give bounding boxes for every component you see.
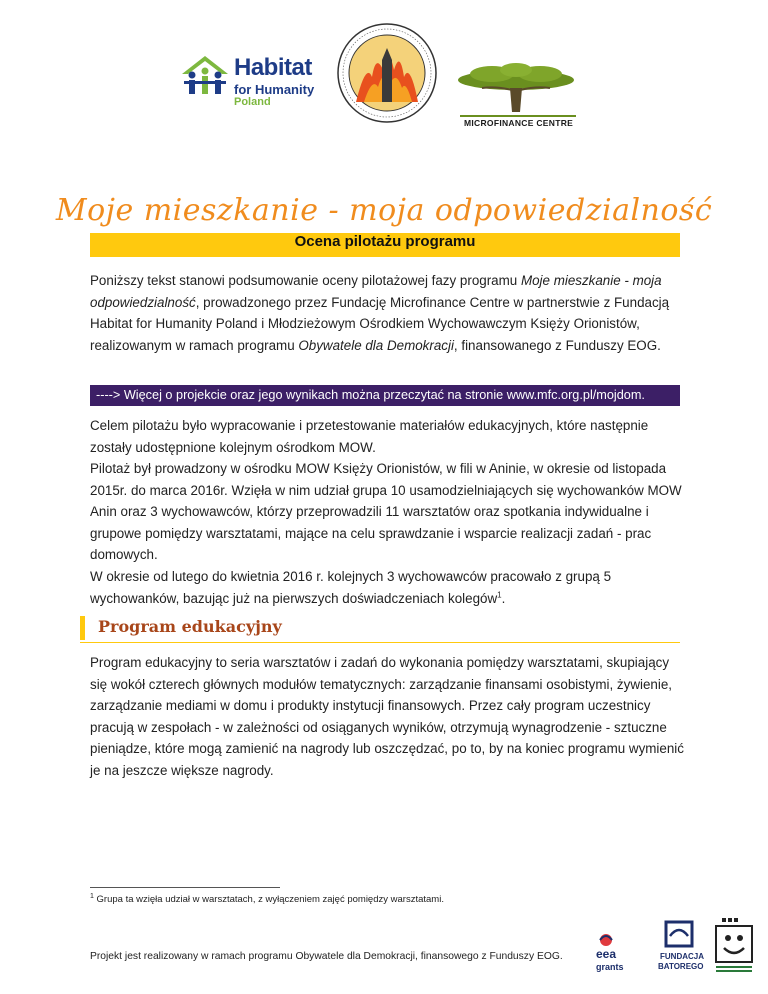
followup-text-end: . (501, 590, 506, 606)
footnote (90, 894, 444, 905)
svg-text:eea: eea (596, 947, 617, 961)
habitat-logo-subtext: for Humanity (234, 82, 315, 97)
mfc-logo-text: MICROFINANCE CENTRE (464, 118, 574, 128)
habitat-logo-text: Habitat (234, 54, 312, 81)
svg-text:grants: grants (596, 962, 624, 972)
eea-grants-logo (594, 930, 634, 976)
funding-program-italic: Obywatele dla Demokracji (298, 337, 454, 353)
page-footer: Projekt jest realizowany w ramach programu Obywatele dla Demokracji, finansowego z Funduszy EOG. (90, 951, 563, 962)
mow-seal-logo (336, 22, 438, 124)
more-info-link-text[interactable]: ----> Więcej o projekcie oraz jego wynikach można przeczytać na stronie www.mfc.org.pl/mojdom. (96, 388, 645, 402)
intro-text-2: , prowadzonego przez Fundację Microfinance Centre w partnerstwie z Fundacją Habitat for Humanity Poland i Młodzieżowym Ośrodkiem Wychowawczym Księży Orionistów, realizowanym w ramach programu (90, 294, 670, 353)
section-heading (80, 614, 680, 643)
footnote-divider (90, 887, 280, 888)
followup-paragraph (90, 566, 684, 609)
pilot-paragraph: Pilotaż był prowadzony w ośrodku MOW Księży Orionistów, w fili w Aninie, w okresie od listopada 2015r. do marca 2016r. Wzięła w nim udział grupa 10 usamodzielniających się wychowanków MOW Anin oraz 3 wychowawców, którzy przeprowadzili 11 warsztatów oraz spotkania indywidualne i grupowe pomiędzy warsztatami, mające na celu sprawdzanie i wsparcie realizacji zadań - prac domowych. (90, 461, 682, 562)
goal-paragraph: Celem pilotażu było wypracowanie i przetestowanie materiałów edukacyjnych, które następnie zostały udostępnione kolejnym ośrodkom MOW. (90, 418, 649, 455)
more-info-link-banner[interactable] (90, 385, 680, 406)
habitat-for-humanity-logo (178, 52, 328, 112)
intro-text-1: Poniższy tekst stanowi podsumowanie oceny pilotażowej fazy programu (90, 273, 521, 288)
tree-icon (452, 60, 580, 116)
footnote-marker: 1 (497, 590, 502, 600)
section-heading-text: Program edukacyjny (98, 617, 282, 636)
batory-foundation-logo (648, 918, 712, 978)
mfc-divider (460, 115, 576, 117)
page-title: Moje mieszkanie - moja odpowiedzialność (55, 193, 713, 228)
heading-accent-bar (80, 616, 85, 640)
habitat-houses-icon (178, 54, 232, 98)
section-banner: Ocena pilotażu programu (90, 233, 680, 257)
polish-family-foundation-logo (714, 918, 754, 978)
batory-logo-text-2: BATOREGO (658, 962, 704, 971)
microfinance-centre-logo (452, 60, 580, 132)
intro-paragraph (90, 270, 684, 356)
followup-text: W okresie od lutego do kwietnia 2016 r. kolejnych 3 wychowawców pracowało z grupą 5 wychowanków, bazując już na pierwszych doświadczeniach kolegów (90, 569, 612, 606)
footnote-text: Grupa ta wzięła udział w warsztatach, z wyłączeniem zajęć pomiędzy warsztatami. (96, 894, 444, 905)
intro-text-3: , finansowanego z Funduszy EOG. (453, 337, 661, 353)
habitat-logo-country: Poland (234, 96, 271, 108)
program-name-italic: Moje mieszkanie - moja odpowiedzialność (90, 273, 662, 310)
batory-logo-text-1: FUNDACJA (660, 952, 704, 961)
footnote-number: 1 (90, 892, 94, 900)
program-paragraph: Program edukacyjny to seria warsztatów i zadań do wykonania pomiędzy warsztatami, skupiający się wokół czterech głównych modułów tematycznych: zarządzanie finansami osobistymi, żywienie, zarządzanie mediami w domu i produkty instytucji finansowych. Przez cały program uczestnicy pracują w zespołach - w zależności od osiąganych wyników, otrzymują wynagrodzenie - sztuczne pieniądze, które mogą zamienić na nagrody lub oszczędzać, po to, by na koniec programu wymienić je na jeszcze większe nagrody. (90, 655, 684, 778)
batory-mark-icon (648, 918, 712, 950)
